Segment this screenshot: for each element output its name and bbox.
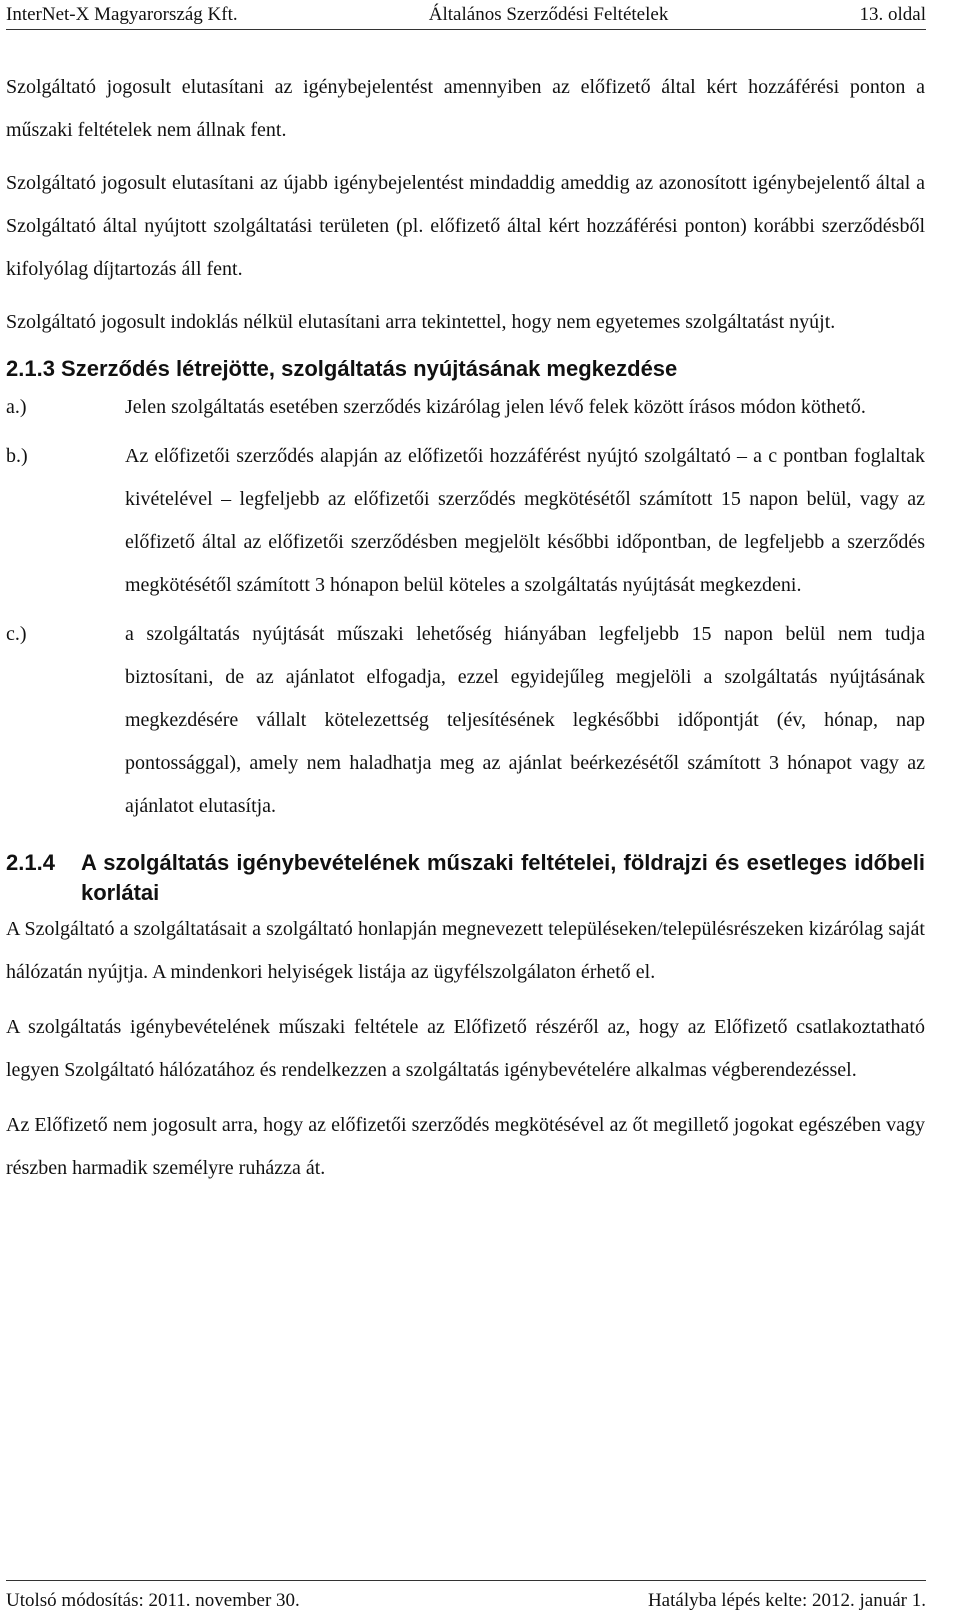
section-2-1-3-list (6, 386, 925, 828)
list-item (6, 613, 925, 828)
list-item-text: Jelen szolgáltatás esetében szerződés kizárólag jelen lévő felek között írásos módon köthető. (125, 396, 866, 418)
paragraph: A Szolgáltató a szolgáltatásait a szolgáltató honlapján megnevezett településeken/településrészeken kizárólag saját hálózatán nyújtja. A mindenkori helyiségek listája az ügyfélszolgálaton érhető el. (6, 918, 925, 983)
list-item-label: a.) (6, 396, 27, 418)
paragraph: Az Előfizető nem jogosult arra, hogy az előfizetői szerződés megkötésével az őt megillető jogokat egészében vagy részben harmadik személyre ruházza át. (6, 1114, 925, 1179)
section-title: A szolgáltatás igénybevételének műszaki feltételei, földrajzi és esetleges időbeli korlátai (81, 850, 925, 905)
header-document-title: Általános Szerződési Feltételek (428, 4, 669, 25)
header-company: InterNet-X Magyarország Kft. (6, 4, 238, 25)
section-number: 2.1.4 (6, 850, 55, 875)
footer-effective-date: Hatályba lépés kelte: 2012. január 1. (647, 1590, 926, 1611)
page-footer (6, 1580, 926, 1613)
list-item (6, 386, 925, 429)
list-item-text: Az előfizetői szerződés alapján az előfizetői hozzáférést nyújtó szolgáltató – a c pontban foglaltak kivételével – legfeljebb az előfizetői szerződés megkötésétől számított 15 napon belül, vagy az előfizető által az előfizetői szerződésben megjelölt későbbi időpontban, de legfeljebb a szerződés megkötésétől számított 3 hónapon belül köteles a szolgáltatás nyújtását megkezdeni. (125, 445, 925, 596)
footer-last-modified: Utolsó módosítás: 2011. november 30. (6, 1590, 300, 1611)
list-item-label: c.) (6, 623, 27, 645)
list-item-text: a szolgáltatás nyújtását műszaki lehetőség hiányában legfeljebb 15 napon belül nem tudja biztosítani, de az ajánlatot elfogadja, ezzel egyidejűleg megjelöli a szolgáltatás nyújtásának megkezdésére vállalt kötelezettség teljesítésének legkésőbbi időpontját (év, hónap, nap pontossággal), amely nem haladhatja meg az ajánlat beérkezésétől számított 3 hónapot vagy az ajánlatot elutasítja. (125, 623, 925, 817)
list-item-label: b.) (6, 445, 28, 467)
page-content (6, 66, 925, 1190)
paragraph: Szolgáltató jogosult elutasítani az igénybejelentést amennyiben az előfizető által kért hozzáférési ponton a műszaki feltételek nem állnak fent. (6, 76, 925, 141)
paragraph: Szolgáltató jogosult elutasítani az újabb igénybejelentést mindaddig ameddig az azonosított igénybejelentő által a Szolgáltató által nyújtott szolgáltatási területen (pl. előfizető által kért hozzáférési ponton) korábbi szerződésből kifolyólag díjtartozás áll fent. (6, 172, 925, 280)
paragraph: Szolgáltató jogosult indoklás nélkül elutasítani arra tekintettel, hogy nem egyetemes szolgáltatást nyújt. (6, 311, 836, 333)
page-header (6, 3, 926, 30)
list-item (6, 435, 925, 607)
paragraph: A szolgáltatás igénybevételének műszaki feltétele az Előfizető részéről az, hogy az Előfizető csatlakoztatható legyen Szolgáltató hálózatához és rendelkezzen a szolgáltatás igénybevételére alkalmas végberendezéssel. (6, 1016, 925, 1081)
header-page-number: 13. oldal (859, 4, 926, 25)
section-heading-2-1-3: 2.1.3 Szerződés létrejötte, szolgáltatás nyújtásának megkezdése (6, 356, 678, 381)
section-heading-2-1-4 (6, 848, 925, 908)
